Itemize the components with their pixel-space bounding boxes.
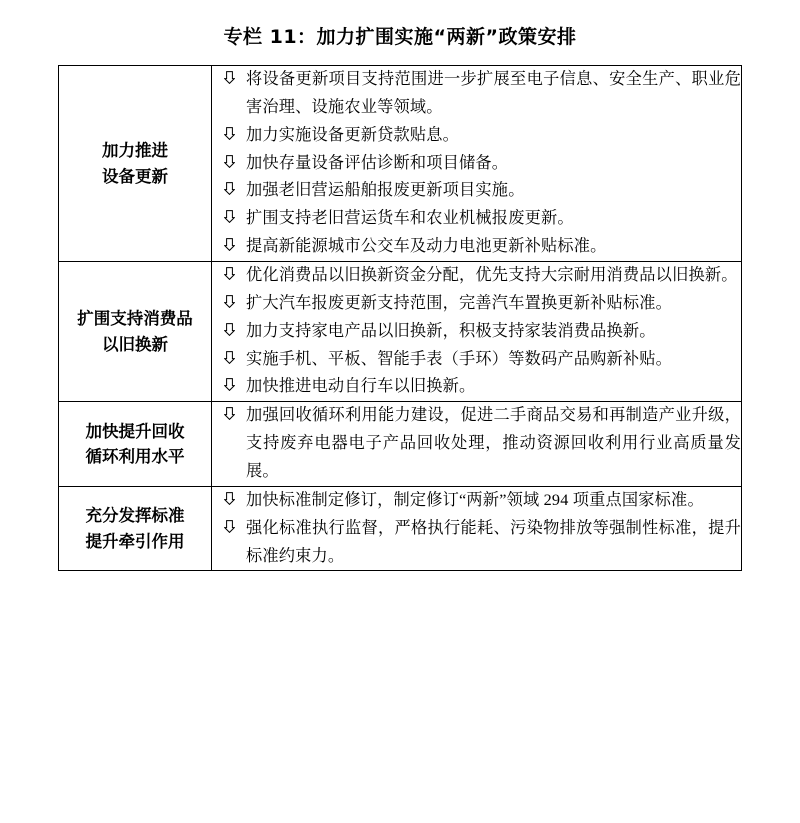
hollow-arrow-bullet-icon <box>212 487 246 505</box>
item-text: 加快存量设备评估诊断和项目储备。 <box>246 153 509 172</box>
item-text: 加强回收循环利用能力建设，促进二手商品交易和再制造产业升级，支持废弃电器电子产品回收处理，推动资源回收利用行业高质量发展。 <box>246 406 741 481</box>
policy-table-body <box>59 66 742 571</box>
item-text: 加快推进电动自行车以旧换新。 <box>246 377 476 396</box>
hollow-arrow-bullet-icon <box>212 66 246 84</box>
item-text: 加快标准制定修订，制定修订“两新”领域 294 项重点国家标准。 <box>246 490 704 509</box>
list-item <box>212 515 741 571</box>
item-text: 实施手机、平板、智能手表（手环）等数码产品购新补贴。 <box>246 349 673 368</box>
table-row <box>59 66 742 262</box>
category-label-line: 循环利用水平 <box>85 447 185 467</box>
list-item <box>212 318 741 346</box>
category-label-line: 设备更新 <box>102 166 168 186</box>
item-list <box>212 402 741 486</box>
hollow-arrow-bullet-icon <box>212 402 246 420</box>
hollow-arrow-bullet-icon <box>212 262 246 280</box>
row-category-cell <box>59 262 212 402</box>
list-item <box>212 402 741 486</box>
list-item <box>212 205 741 233</box>
item-text: 加力支持家电产品以旧换新，积极支持家装消费品换新。 <box>246 321 656 340</box>
hollow-arrow-bullet-icon <box>212 177 246 195</box>
item-list <box>212 487 741 571</box>
hollow-arrow-bullet-icon <box>212 346 246 364</box>
row-items-cell <box>212 262 742 402</box>
row-items-cell <box>212 66 742 262</box>
list-item <box>212 177 741 205</box>
list-item <box>212 150 741 178</box>
row-category-cell <box>59 66 212 262</box>
item-text: 强化标准执行监督，严格执行能耗、污染物排放等强制性标准，提升标准约束力。 <box>246 518 741 565</box>
item-text: 加力实施设备更新贷款贴息。 <box>246 125 460 144</box>
item-text: 将设备更新项目支持范围进一步扩展至电子信息、安全生产、职业危害治理、设施农业等领域。 <box>246 70 741 116</box>
item-list <box>212 262 741 401</box>
hollow-arrow-bullet-icon <box>212 233 246 251</box>
list-item <box>212 122 741 150</box>
category-label-line: 以旧换新 <box>102 334 168 354</box>
item-list <box>212 66 741 261</box>
list-item <box>212 262 741 290</box>
table-row <box>59 402 742 487</box>
category-label-line: 充分发挥标准 <box>85 506 185 526</box>
list-item <box>212 233 741 261</box>
item-text: 提高新能源城市公交车及动力电池更新补贴标准。 <box>246 237 607 256</box>
item-text: 扩围支持老旧营运货车和农业机械报废更新。 <box>246 209 574 228</box>
list-item <box>212 373 741 401</box>
category-label-line: 扩围支持消费品 <box>77 309 193 329</box>
item-text: 加强老旧营运船舶报废更新项目实施。 <box>246 181 525 200</box>
hollow-arrow-bullet-icon <box>212 318 246 336</box>
page-title: 专栏 11：加力扩围实施“两新”政策安排 <box>223 26 577 48</box>
hollow-arrow-bullet-icon <box>212 205 246 223</box>
row-category-cell <box>59 402 212 487</box>
row-category-cell <box>59 486 212 571</box>
table-row <box>59 262 742 402</box>
category-label-line: 加快提升回收 <box>85 421 185 441</box>
policy-table <box>58 65 742 571</box>
policy-table-container <box>58 65 742 571</box>
category-label-line: 加力推进 <box>102 140 168 160</box>
hollow-arrow-bullet-icon <box>212 122 246 140</box>
list-item <box>212 290 741 318</box>
list-item <box>212 487 741 515</box>
item-text: 扩大汽车报废更新支持范围，完善汽车置换更新补贴标准。 <box>246 293 673 312</box>
item-text: 优化消费品以旧换新资金分配，优先支持大宗耐用消费品以旧换新。 <box>246 266 738 285</box>
list-item <box>212 346 741 374</box>
table-row <box>59 486 742 571</box>
category-label-line: 提升牵引作用 <box>85 531 185 551</box>
list-item <box>212 66 741 122</box>
hollow-arrow-bullet-icon <box>212 150 246 168</box>
row-items-cell <box>212 486 742 571</box>
hollow-arrow-bullet-icon <box>212 373 246 391</box>
hollow-arrow-bullet-icon <box>212 515 246 533</box>
row-items-cell <box>212 402 742 487</box>
hollow-arrow-bullet-icon <box>212 290 246 308</box>
